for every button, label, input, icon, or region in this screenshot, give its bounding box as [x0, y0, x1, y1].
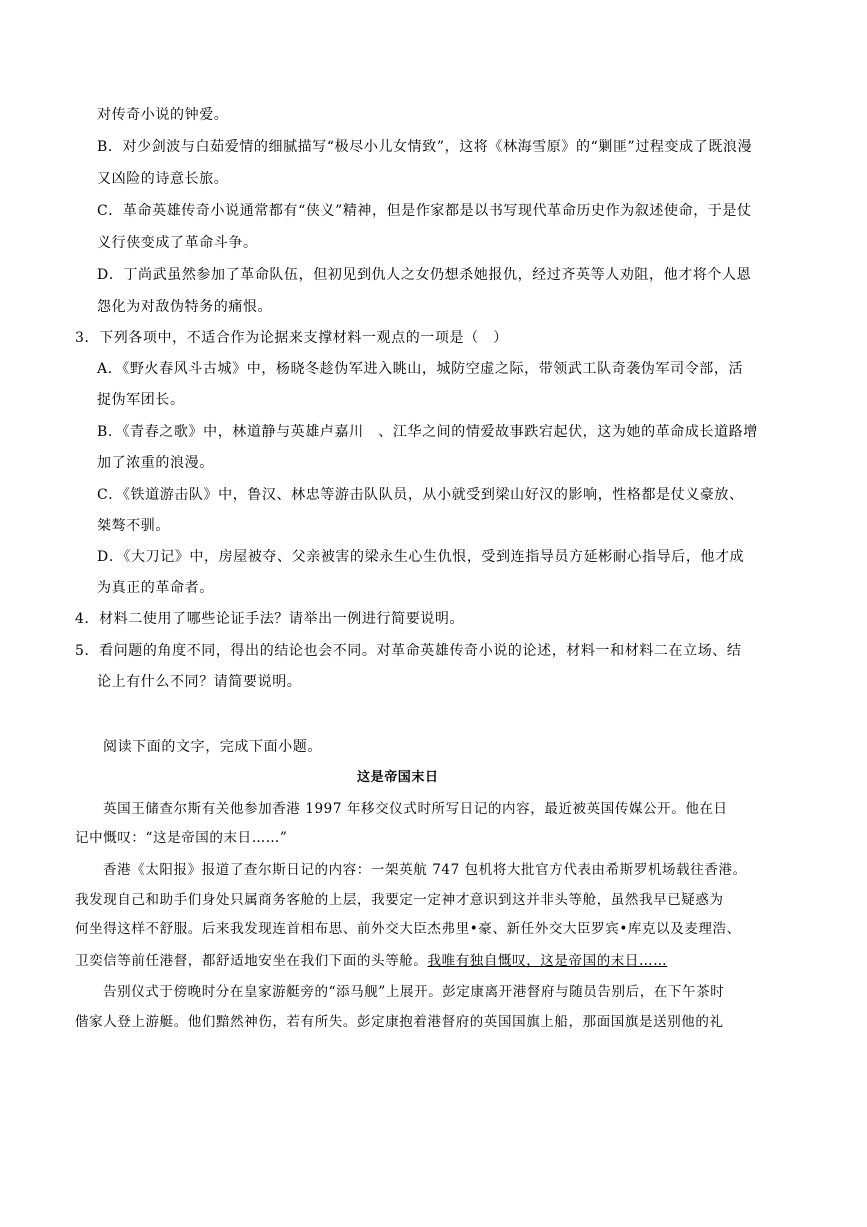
q3-line: 桀骜不驯。 [97, 518, 170, 534]
article-paragraph-line [75, 949, 667, 969]
q3-option-c: C．《铁道游击队》中，鲁汉、林忠等游击队队员，从小就受到梁山好汉的影响，性格都是仗义豪放、 [97, 487, 744, 503]
q5-line: 论上有什么不同？请简要说明。 [97, 674, 302, 690]
q3-option-a: A．《野火春风斗古城》中，杨晓冬趁伪军进入眺山，城防空虚之际，带领武工队奇袭伪军司令部，活 [97, 361, 744, 377]
reading-instruction: 阅读下面的文字，完成下面小题。 [103, 739, 322, 755]
article-paragraph-line: 告别仪式于傍晚时分在皇家游艇旁的“添马舰”上展开。彭定康离开港督府与随员告别后，在下午茶时 [103, 984, 725, 1000]
q2-option-d: D．丁尚武虽然参加了革命队伍，但初见到仇人之女仍想杀她报仇，经过齐英等人劝阻，他才将个人恩 [97, 267, 752, 283]
q2-option-b: B．对少剑波与白茹爱情的细腻描写“极尽小儿女情致”，这将《林海雪原》的“剿匪”过程变成了既浪漫 [97, 139, 753, 155]
article-paragraph-line: 英国王储查尔斯有关他参加香港 1997 年移交仪式时所写日记的内容，最近被英国传媒公开。他在日 [103, 801, 728, 817]
q3-option-d: D．《大刀记》中，房屋被夺、父亲被害的梁永生心生仇恨，受到连指导员方延彬耐心指导后，他才成 [97, 549, 745, 565]
article-paragraph-line: 何坐得这样不舒服。后来我发现连首相布思、前外交大臣杰弗里•豪、新任外交大臣罗宾•库克以及麦理浩、 [75, 921, 741, 937]
q3-line: 捉伪军团长。 [97, 392, 185, 408]
q2-line: 又凶险的诗意长旅。 [97, 171, 229, 187]
q3-line: 为真正的革命者。 [97, 580, 214, 596]
q3-stem: 3．下列各项中，不适合作为论据来支撑材料一观点的一项是（ ） [75, 330, 508, 346]
article-paragraph-line: 我发现自己和助手们身处只属商务客舱的上层，我要定一定神才意识到这并非头等舱，虽然我早已疑惑为 [75, 892, 724, 908]
q2-line: 对传奇小说的钟爱。 [97, 107, 229, 123]
q2-line: 义行侠变成了革命斗争。 [97, 235, 258, 251]
q4-stem: 4．材料二使用了哪些论证手法？请举出一例进行简要说明。 [75, 611, 465, 627]
q5-stem: 5．看问题的角度不同，得出的结论也会不同。对革命英雄传奇小说的论述，材料一和材料二在立场、结 [75, 643, 742, 659]
article-paragraph-line: 偕家人登上游艇。他们黯然神伤，若有所失。彭定康抱着港督府的英国国旗上船，那面国旗是送别他的礼 [75, 1014, 724, 1030]
article-text: 卫奕信等前任港督，都舒适地安坐在我们下面的头等舱。 [75, 953, 428, 969]
q3-option-b: B．《青春之歌》中，林道静与英雄卢嘉川 、江华之间的情爱故事跌宕起伏，这为她的革命成长道路增 [97, 424, 758, 440]
article-title: 这是帝国末日 [357, 770, 439, 785]
article-paragraph-line: 记中慨叹：“这是帝国的末日……” [75, 830, 288, 846]
underlined-sentence: 我唯有独自慨叹，这是帝国的末日…… [427, 953, 668, 969]
q2-option-c: C．革命英雄传奇小说通常都有“侠义”精神，但是作家都是以书写现代革命历史作为叙述使命，于是仗 [97, 203, 752, 219]
q3-line: 加了浓重的浪漫。 [97, 455, 214, 471]
article-paragraph-line: 香港《太阳报》报道了查尔斯日记的内容：一架英航 747 包机将大批官方代表由希斯罗机场载往香港。 [103, 862, 747, 878]
q2-line: 怨化为对敌伪特务的痛恨。 [97, 299, 273, 315]
